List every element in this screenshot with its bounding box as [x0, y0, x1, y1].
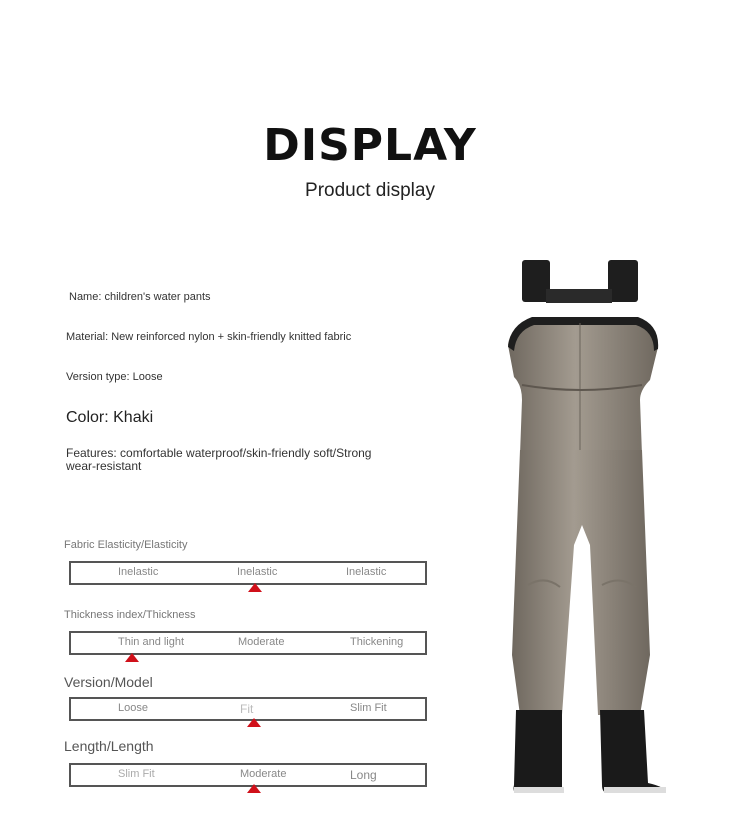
scale-marker-version	[247, 718, 261, 727]
scale-label-length: Length/Length	[64, 738, 154, 754]
product-color: Color: Khaki	[66, 409, 154, 426]
scale-option: Moderate	[240, 768, 287, 780]
scale-label-elasticity: Fabric Elasticity/Elasticity	[64, 539, 188, 551]
scale-marker-elasticity	[248, 583, 262, 592]
scale-option: Slim Fit	[350, 702, 387, 714]
scale-option: Thickening	[350, 636, 404, 648]
scale-label-version: Version/Model	[64, 674, 153, 690]
product-features: Features: comfortable waterproof/skin-friendly soft/Strong wear-resistant	[66, 446, 372, 473]
scale-option: Slim Fit	[118, 768, 155, 780]
scale-bar-thickness	[69, 631, 427, 655]
product-name: Name: children's water pants	[69, 291, 211, 303]
page-title: DISPLAY	[263, 120, 477, 171]
scale-bar-elasticity	[69, 561, 427, 585]
scale-option: Inelastic	[237, 566, 278, 578]
product-version: Version type: Loose	[66, 371, 163, 383]
product-waders-image	[490, 255, 680, 800]
scale-label-thickness: Thickness index/Thickness	[64, 609, 196, 621]
scale-option: Moderate	[238, 636, 285, 648]
scale-option: Inelastic	[346, 566, 387, 578]
scale-option: Inelastic	[118, 566, 159, 578]
scale-option: Thin and light	[118, 636, 185, 648]
page-subtitle: Product display	[305, 180, 435, 201]
product-material: Material: New reinforced nylon + skin-friendly knitted fabric	[66, 331, 352, 343]
scale-option: Loose	[118, 702, 148, 714]
scale-marker-thickness	[125, 653, 139, 662]
scale-marker-length	[247, 784, 261, 793]
scale-option: Fit	[240, 702, 254, 716]
scale-option: Long	[350, 768, 377, 782]
